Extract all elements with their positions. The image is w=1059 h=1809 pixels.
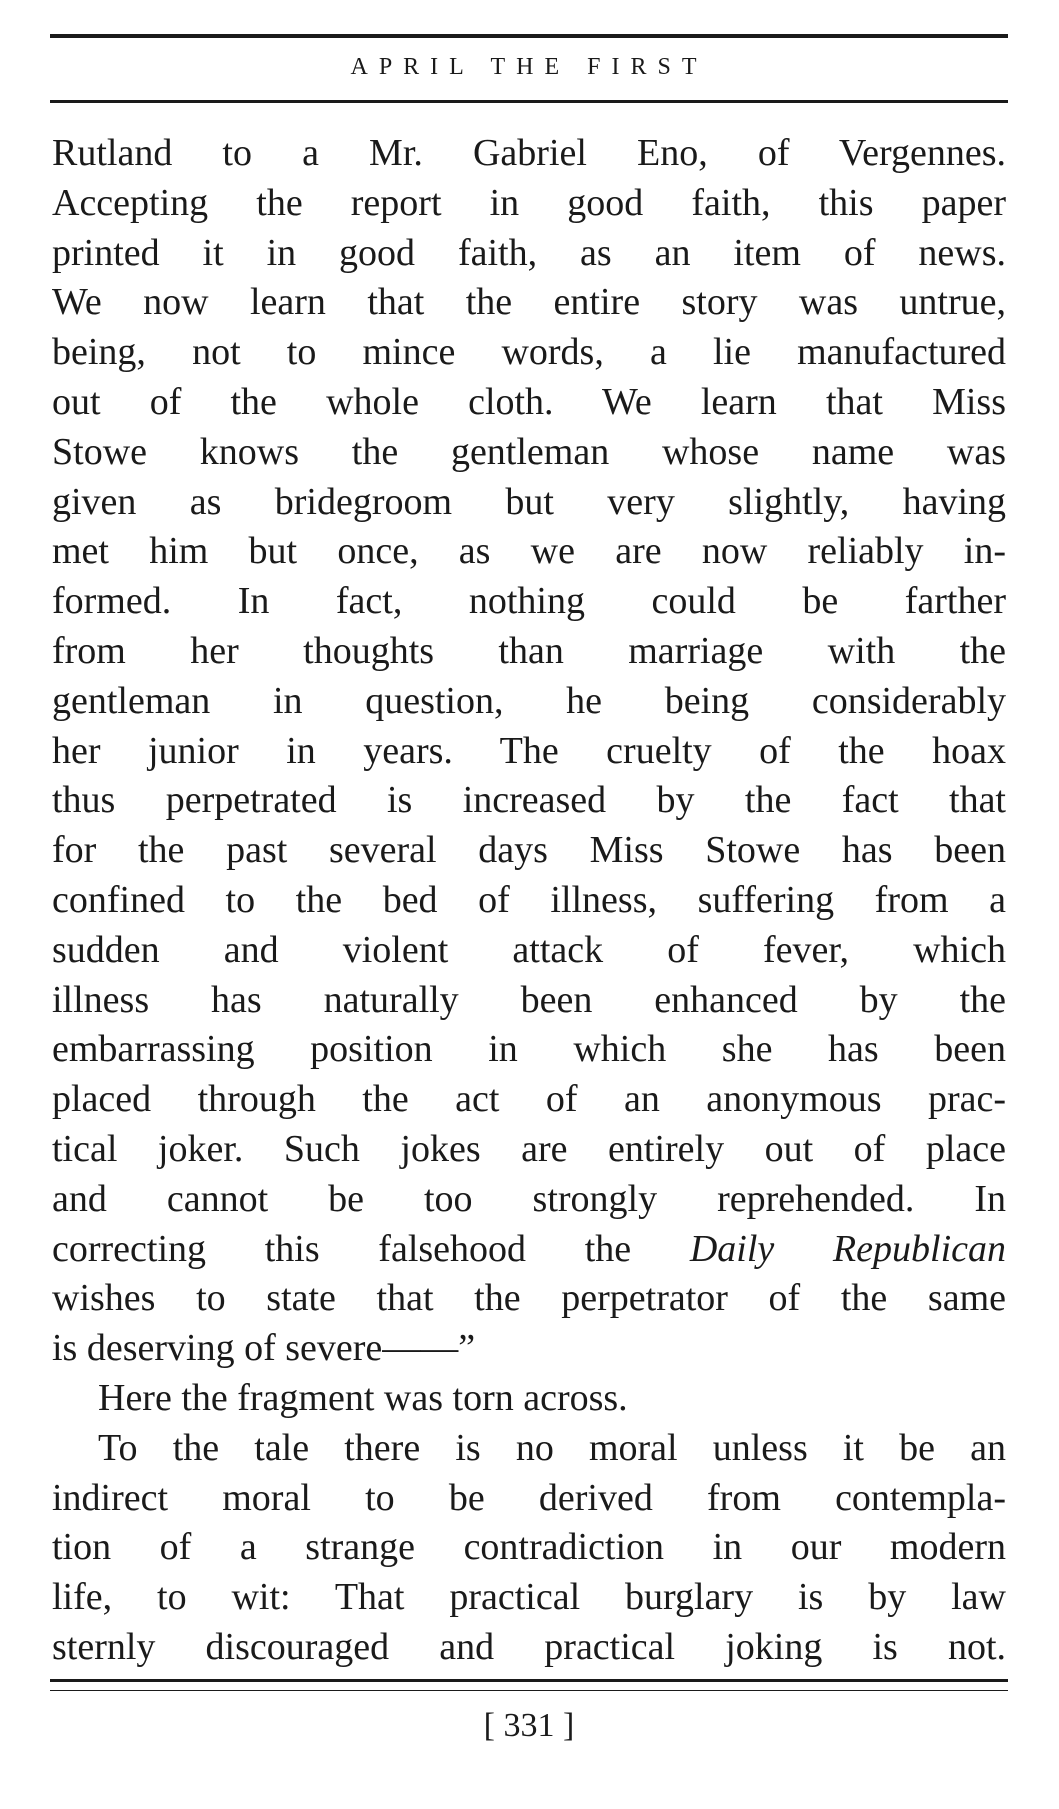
body-line: printed it in good faith, as an item of news. <box>52 231 1006 274</box>
body-line: tical joker. Such jokes are entirely out of place <box>52 1127 1006 1170</box>
body-line: wishes to state that the perpetrator of the same <box>52 1277 1006 1320</box>
body-line: her junior in years. The cruelty of the hoax <box>52 729 1006 772</box>
page-body <box>52 129 1006 1673</box>
body-line: To the tale there is no moral unless it be an <box>98 1426 1006 1469</box>
body-line: sudden and violent attack of fever, which <box>52 928 1006 971</box>
body-line: placed through the act of an anonymous prac- <box>52 1078 1006 1121</box>
body-line: and cannot be too strongly reprehended. In <box>52 1177 1006 1220</box>
footer-rule-top <box>50 1679 1008 1682</box>
page-number: [ 331 ] <box>483 1707 575 1744</box>
body-line: thus perpetrated is increased by the fact that <box>52 779 1006 822</box>
body-line: given as bridegroom but very slightly, having <box>52 480 1006 523</box>
body-line: for the past several days Miss Stowe has been <box>52 829 1006 872</box>
body-line: gentleman in question, he being considerably <box>52 679 1006 722</box>
line-text: correcting this falsehood the <box>52 1227 690 1270</box>
body-line: illness has naturally been enhanced by the <box>52 978 1006 1021</box>
body-line: is deserving of severe——” <box>52 1327 476 1370</box>
newspaper-title: Daily Republican <box>689 1227 1006 1270</box>
body-line: life, to wit: That practical burglary is by law <box>52 1576 1006 1619</box>
body-line: out of the whole cloth. We learn that Miss <box>52 380 1006 423</box>
body-line: Rutland to a Mr. Gabriel Eno, of Vergennes. <box>52 132 1006 174</box>
body-line: We now learn that the entire story was untrue, <box>52 281 1006 324</box>
body-line: sternly discouraged and practical joking is not. <box>52 1625 1006 1668</box>
header-rule-bottom <box>50 100 1008 103</box>
body-line: embarrassing position in which she has been <box>52 1028 1006 1071</box>
running-head: APRIL THE FIRST <box>350 54 708 80</box>
paragraph-fragment-note: Here the fragment was torn across. <box>98 1376 628 1419</box>
body-line: from her thoughts than marriage with the <box>52 629 1006 672</box>
body-line: tion of a strange contradiction in our modern <box>52 1526 1006 1569</box>
body-line: Stowe knows the gentleman whose name was <box>52 430 1006 473</box>
body-line: indirect moral to be derived from contempla- <box>52 1476 1006 1519</box>
footer-rule-bottom <box>50 1690 1008 1691</box>
body-line-italic-title <box>52 1225 1006 1275</box>
body-line: formed. In fact, nothing could be farther <box>52 580 1006 623</box>
body-line: being, not to mince words, a lie manufactured <box>52 331 1006 374</box>
header-rule-top <box>50 34 1008 38</box>
body-line: met him but once, as we are now reliably in- <box>52 530 1006 573</box>
body-line: Accepting the report in good faith, this paper <box>52 181 1006 224</box>
body-line: confined to the bed of illness, suffering from a <box>52 878 1006 921</box>
